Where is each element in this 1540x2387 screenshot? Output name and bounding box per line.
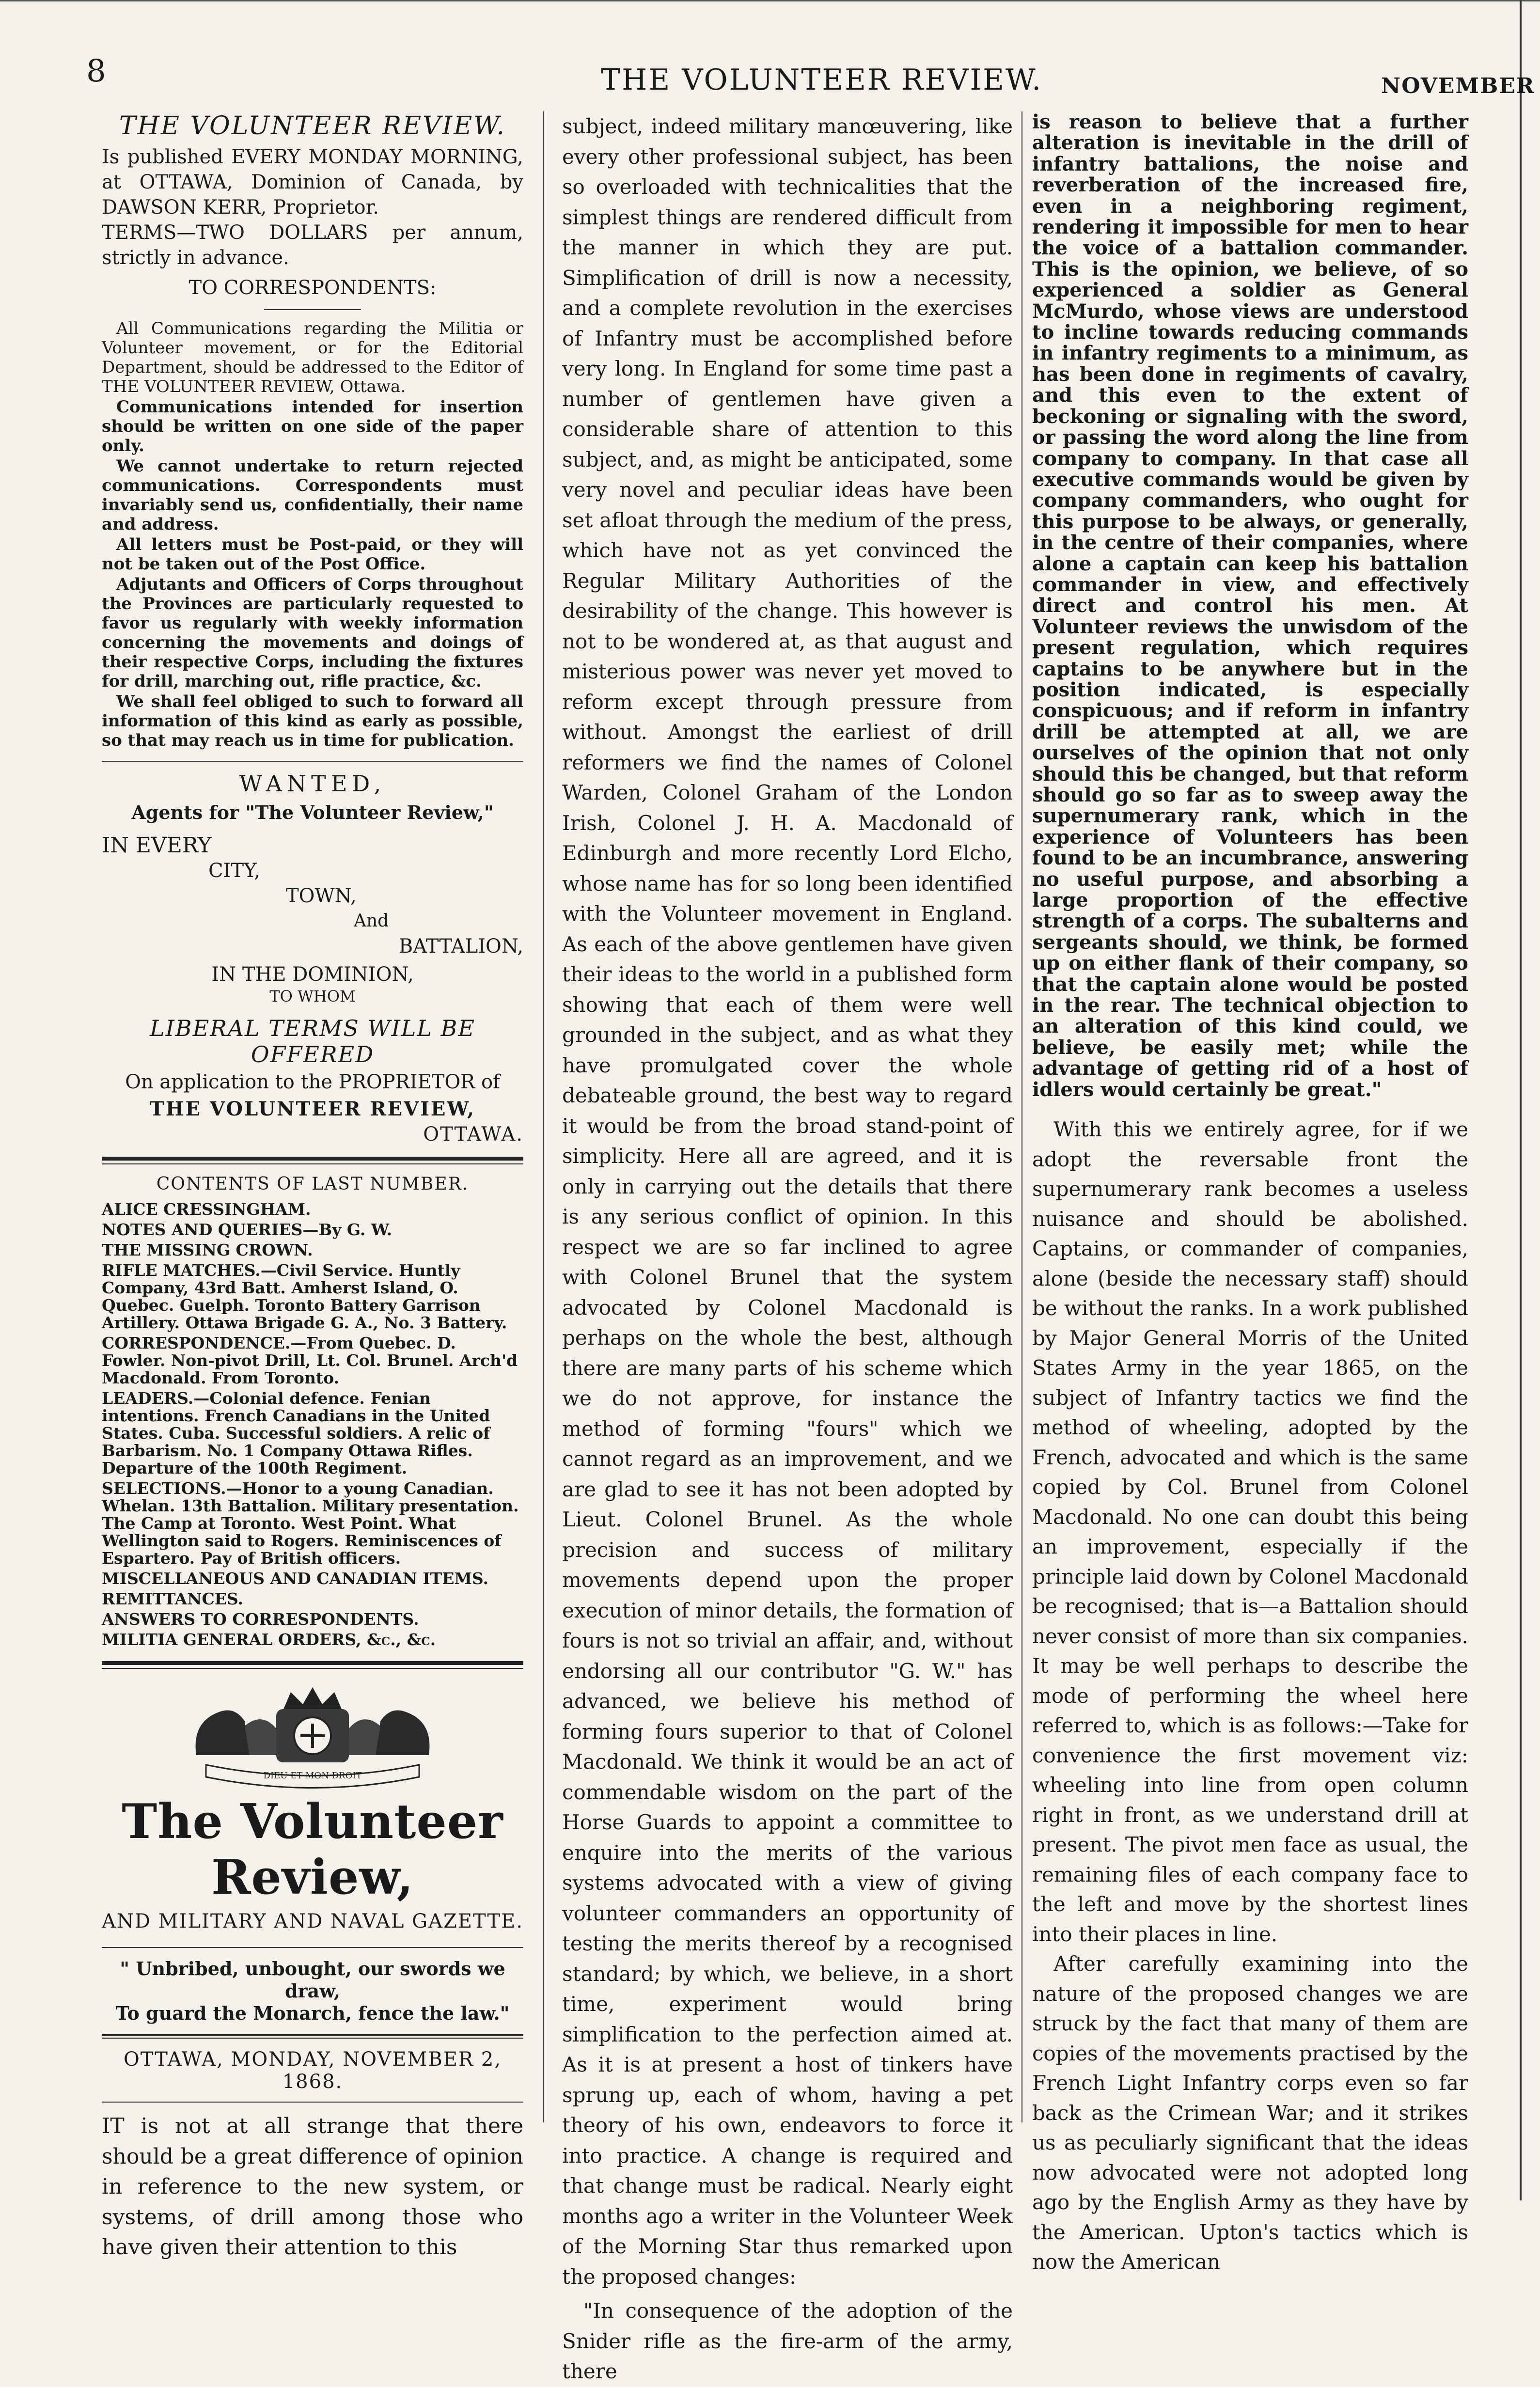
application-paper: THE VOLUNTEER REVIEW, bbox=[149, 1098, 476, 1120]
quoted-passage: is reason to believe that a further alteration is inevitable in the drill of infantry battalions, the noise and reverberation of the increased fire, even in a neighboring regiment, rendering it impossible for men to hear the voice of a battalion commander. This is the opinion, we believe, of so experienced a soldier as General McMurdo, whose views are understood to incline towards reducing commands in infantry regiments to a minimum, as has been done in regiments of cavalry, and this even to the extent of beckoning or signaling with the sword, or passing the word along the line from company to company. In that case all executive commands would be given by company commanders, who ought for this purpose to be always, or generally, in the centre of their companies, where alone a captain can keep his battalion commander in view, and effectively direct and control his men. At Volunteer reviews the unwisdom of the present regulation, which requires captains to be anywhere but in the position indicated, is especially conspicuous; and if reform in infantry drill be attempted at all, we are ourselves of the opinion that not only should this be changed, but that reform should go so far as to sweep away the supernumerary rank, which in the experience of Volunteers has been found to be an incumbrance, answering no useful purpose, and absorbing a large proportion of the effective strength of a corps. The subalterns and sergeants should, we think, be formed up on either flank of their company, so that the captain alone would be posted in the rear. The technical objection to an alteration of this kind could, we believe, be easily met; while the advantage of getting rid of a host of idlers would certainly be great." bbox=[1032, 110, 1468, 1101]
paper-subtitle: AND MILITARY AND NAVAL GAZETTE. bbox=[102, 1910, 523, 1932]
page-right-edge bbox=[1520, 0, 1522, 2200]
contents-entry bbox=[102, 1201, 523, 1218]
town-line: TOWN, bbox=[286, 885, 357, 907]
battalion-line: BATTALION, bbox=[398, 935, 523, 958]
column-1 bbox=[102, 111, 523, 2260]
notice-paragraph: Communications intended for insertion should be written on one side of the paper only. bbox=[102, 397, 523, 455]
contents-entry-head: REMITTANCES. bbox=[102, 1589, 244, 1608]
leader-opening: IT is not at all strange that there should be a great difference of opinion in reference to the new system, or systems, of drill among those who have given their attention to this bbox=[102, 2114, 523, 2260]
dateline: OTTAWA, MONDAY, NOVEMBER 2, 1868. bbox=[124, 2048, 502, 2093]
editorial-paragraph: With this we entirely agree, for if we adopt the reversable front the supernumerary rank becomes a useless nuisance and should be abolished. Captains, or commander of companies, alone (beside the necessary staff) should be without the ranks. In a work published by Major General Morris of the United States Army in the year 1865, on the subject of Infantry tactics we find the method of wheeling, adopted by the French, advocated and which is the same copied by Col. Brunel from Colonel Macdonald. No one can doubt this being an improvement, especially if the principle laid down by Colonel Macdonald be recognised; that is—a Battalion should never consist of more than six companies. It may be well perhaps to describe the mode of performing the wheel here referred to, which is as follows:—Take for convenience the first movement viz: wheeling into line from open column right in front, as we understand drill at present. The pivot men face as usual, the remaining files of each company face to the left and move by the shortest lines into their places in line. bbox=[1032, 1117, 1468, 1946]
editorial-paragraph: subject, indeed military manœuvering, like every other professional subject, has been so overloaded with technicalities that the simplest things are rendered difficult from the manner in which they are put. Simplification of drill is now a necessity, and a complete revolution in the exercises of Infantry must be accomplished before very long. In England for some time past a number of gentlemen have given a considerable share of attention to this subject, and, as might be anticipated, some very novel and peculiar ideas have been set afloat through the medium of the press, which have not as yet convinced the Regular Military Authorities of the desirability of the change. This however is not to be wondered at, as that august and misterious power was never yet moved to reform except through pressure from without. Amongst the earliest of drill reformers we find the names of Colonel Warden, Colonel Graham of the London Irish, Colonel J. H. A. Macdonald of Edinburgh and more recently Lord Elcho, whose name has for so long been identified with the Volunteer movement in England. As each of the above gentlemen have given their ideas to the world in a published form showing that each of them were well grounded in the subject, and as what they have promulgated cover the whole debateable ground, the best way to regard it would be from the broad stand-point of simplicity. Here all are agreed, and it is only in carrying out the details that there is any serious conflict of opinion. In this respect we are so far inclined to agree with Colonel Brunel that the system advocated by Colonel Macdonald is perhaps on the whole the best, although there are many parts of his scheme which we do not approve, for instance the method of forming "fours" which we cannot regard as an improvement, and we are glad to see it has not been adopted by Lieut. Colonel Brunel. As the whole precision and success of military movements depend upon the proper execution of minor details, the formation of fours is not so trivial an affair, and, without endorsing all our contributor "G. W." has advanced, we believe his method of forming fours superior to that of Colonel Macdonald. We think it would be an act of commendable wisdom on the part of the Horse Guards to appoint a committee to enquire into the merits of the various systems advocated with a view of giving volunteer commanders an opportunity of testing the merits thereof by a recognised standard; by which, we believe, in a short time, experiment would bring simplification to the perfection aimed at. As it is at present a host of tinkers have sprung up, each of whom, having a pet theory of his own, endeavors to force it into practice. A change is required and that change must be radical. Nearly eight months ago a writer in the Volunteer Week of the Morning Star thus remarked upon the proposed changes: bbox=[562, 114, 1013, 2289]
notice-paragraph: All Communications regarding the Militia or Volunteer movement, or for the Editorial Department, should be addressed to the Editor of THE VOLUNTEER REVIEW, Ottawa. bbox=[102, 319, 523, 396]
liberal-terms: LIBERAL TERMS WILL BE OFFERED bbox=[150, 1015, 475, 1068]
crest-motto: DIEU ET MON DROIT bbox=[263, 1771, 362, 1781]
contents-entry bbox=[102, 1335, 523, 1387]
contents-entry-head: SELECTIONS.— bbox=[102, 1479, 242, 1498]
contents-entry-text: From Quebec. D. Fowler. Non-pivot Drill, Lt. Col. Brunel. Arch'd Macdonald. From Toronto. bbox=[102, 1334, 518, 1387]
application-line: On application to the PROPRIETOR of bbox=[125, 1071, 500, 1093]
contents-entry bbox=[102, 1611, 523, 1628]
contents-entry bbox=[102, 1262, 523, 1332]
running-title: THE VOLUNTEER REVIEW. bbox=[601, 63, 1043, 97]
running-month: NOVEMBER bbox=[1381, 74, 1535, 98]
contents-entry bbox=[102, 1241, 523, 1259]
royal-crest-icon bbox=[177, 1682, 448, 1784]
contents-entry-head: ALICE CRESSINGHAM. bbox=[102, 1200, 311, 1219]
contents-entry-head: ANSWERS TO CORRESPONDENTS. bbox=[102, 1610, 419, 1629]
terms-notice: TERMS—TWO DOLLARS per annum, strictly in advance. bbox=[102, 221, 523, 269]
contents-entry-head: CORRESPONDENCE.— bbox=[102, 1334, 307, 1352]
column-3 bbox=[1032, 110, 1468, 2274]
contents-entry bbox=[102, 1570, 523, 1587]
notice-paragraph: We shall feel obliged to such to forward all information of this kind as early as possible, so that may reach us in time for publication. bbox=[102, 692, 523, 750]
divider bbox=[264, 309, 361, 310]
contents-entry-head: THE MISSING CROWN. bbox=[102, 1241, 313, 1259]
contents-entry-head: NOTES AND QUERIES— bbox=[102, 1220, 319, 1239]
motto-line: " Unbribed, unbought, our swords we draw, bbox=[120, 1958, 505, 2002]
city-line: CITY, bbox=[208, 860, 261, 882]
double-divider bbox=[102, 2034, 523, 2039]
notice-paragraph: We cannot undertake to return rejected communications. Correspondents must invariably send us, confidentially, their name and address. bbox=[102, 456, 523, 534]
column-rule-2 bbox=[1021, 111, 1022, 2122]
contents-entry-head: RIFLE MATCHES.— bbox=[102, 1261, 277, 1280]
contents-entry-text: Civil Service. Huntly Company, 43rd Batt. Amherst Island, O. Quebec. Guelph. Toronto Battery Garrison Artillery. Ottawa Brigade G. A., No. 3 Battery. bbox=[102, 1261, 507, 1332]
contents-entry-text: Colonial defence. Fenian intentions. French Canadians in the United States. Cuba. Successful soldiers. A relic of Barbarism. No. 1 Company Ottawa Rifles. Departure of the 100th Regiment. bbox=[102, 1389, 490, 1477]
motto-line: To guard the Monarch, fence the law." bbox=[115, 2002, 510, 2024]
column-2 bbox=[562, 111, 1013, 2383]
contents-entry-head: LEADERS.— bbox=[102, 1389, 210, 1408]
thick-divider bbox=[102, 1661, 523, 1669]
contents-heading: CONTENTS OF LAST NUMBER. bbox=[156, 1174, 469, 1194]
masthead: THE VOLUNTEER REVIEW. bbox=[119, 111, 506, 141]
thick-divider bbox=[102, 1157, 523, 1164]
to-whom-line: TO WHOM bbox=[269, 987, 356, 1005]
and-line: And bbox=[354, 911, 389, 931]
contents-entry bbox=[102, 1631, 523, 1649]
dominion-line: IN THE DOMINION, bbox=[211, 963, 414, 986]
contents-entry-text: By G. W. bbox=[318, 1220, 393, 1239]
editorial-paragraph: After carefully examining into the nature of the proposed changes we are struck by the fact that many of them are copies of the movements practised by the French Light Infantry corps even so far back as the Crimean War; and it strikes us as peculiarly significant that the ideas now advocated were not adopted long ago by the English Army as they have by the American. Upton's tactics which is now the American bbox=[1032, 1952, 1468, 2274]
contents-entry bbox=[102, 1480, 523, 1567]
wanted-advertisement bbox=[102, 770, 523, 1147]
contents-entry-head: MILITIA GENERAL ORDERS, &c., &c. bbox=[102, 1630, 436, 1649]
contents-entry-text: Honor to a young Canadian. Whelan. 13th Battalion. Military presentation. The Camp at Toronto. West Point. What Wellington said to Rogers. Reminiscences of Espartero. Pay of British officers. bbox=[102, 1479, 519, 1568]
motto bbox=[102, 1958, 523, 2025]
contents-entry bbox=[102, 1390, 523, 1477]
contents-entry bbox=[102, 1590, 523, 1608]
in-every: IN EVERY bbox=[102, 833, 212, 858]
notice-paragraph: Adjutants and Officers of Corps throughout the Provinces are particularly requested to favor us regularly with weekly information concerning the movements and doings of their respective Corps, including the fixtures for drill, marching out, rifle practice, &c. bbox=[102, 575, 523, 691]
running-header bbox=[0, 48, 1540, 102]
paper-title: The Volunteer Review, bbox=[122, 1794, 503, 1905]
correspondents-heading: TO CORRESPONDENTS: bbox=[189, 277, 437, 299]
correspondents-notices bbox=[102, 319, 523, 750]
divider bbox=[102, 2102, 523, 2103]
page-top-rule bbox=[0, 0, 1540, 7]
divider bbox=[102, 761, 523, 762]
editorial-paragraph: "In consequence of the adoption of the Snider rifle as the fire-arm of the army, there bbox=[562, 2299, 1013, 2383]
page-number: 8 bbox=[86, 53, 106, 89]
wanted-heading: WANTED, bbox=[239, 770, 386, 797]
notice-paragraph: All letters must be Post-paid, or they will not be taken out of the Post Office. bbox=[102, 535, 523, 574]
column-rule-1 bbox=[543, 111, 544, 2122]
contents-entry bbox=[102, 1221, 523, 1239]
contents-list bbox=[102, 1201, 523, 1649]
contents-entry-head: MISCELLANEOUS AND CANADIAN ITEMS. bbox=[102, 1569, 489, 1588]
agents-line: Agents for "The Volunteer Review," bbox=[131, 801, 494, 823]
ottawa-line: OTTAWA. bbox=[423, 1123, 523, 1146]
publication-notice: Is published EVERY MONDAY MORNING, at OTTAWA, Dominion of Canada, by DAWSON KERR, Proprietor. bbox=[102, 146, 523, 219]
divider bbox=[102, 1947, 523, 1948]
